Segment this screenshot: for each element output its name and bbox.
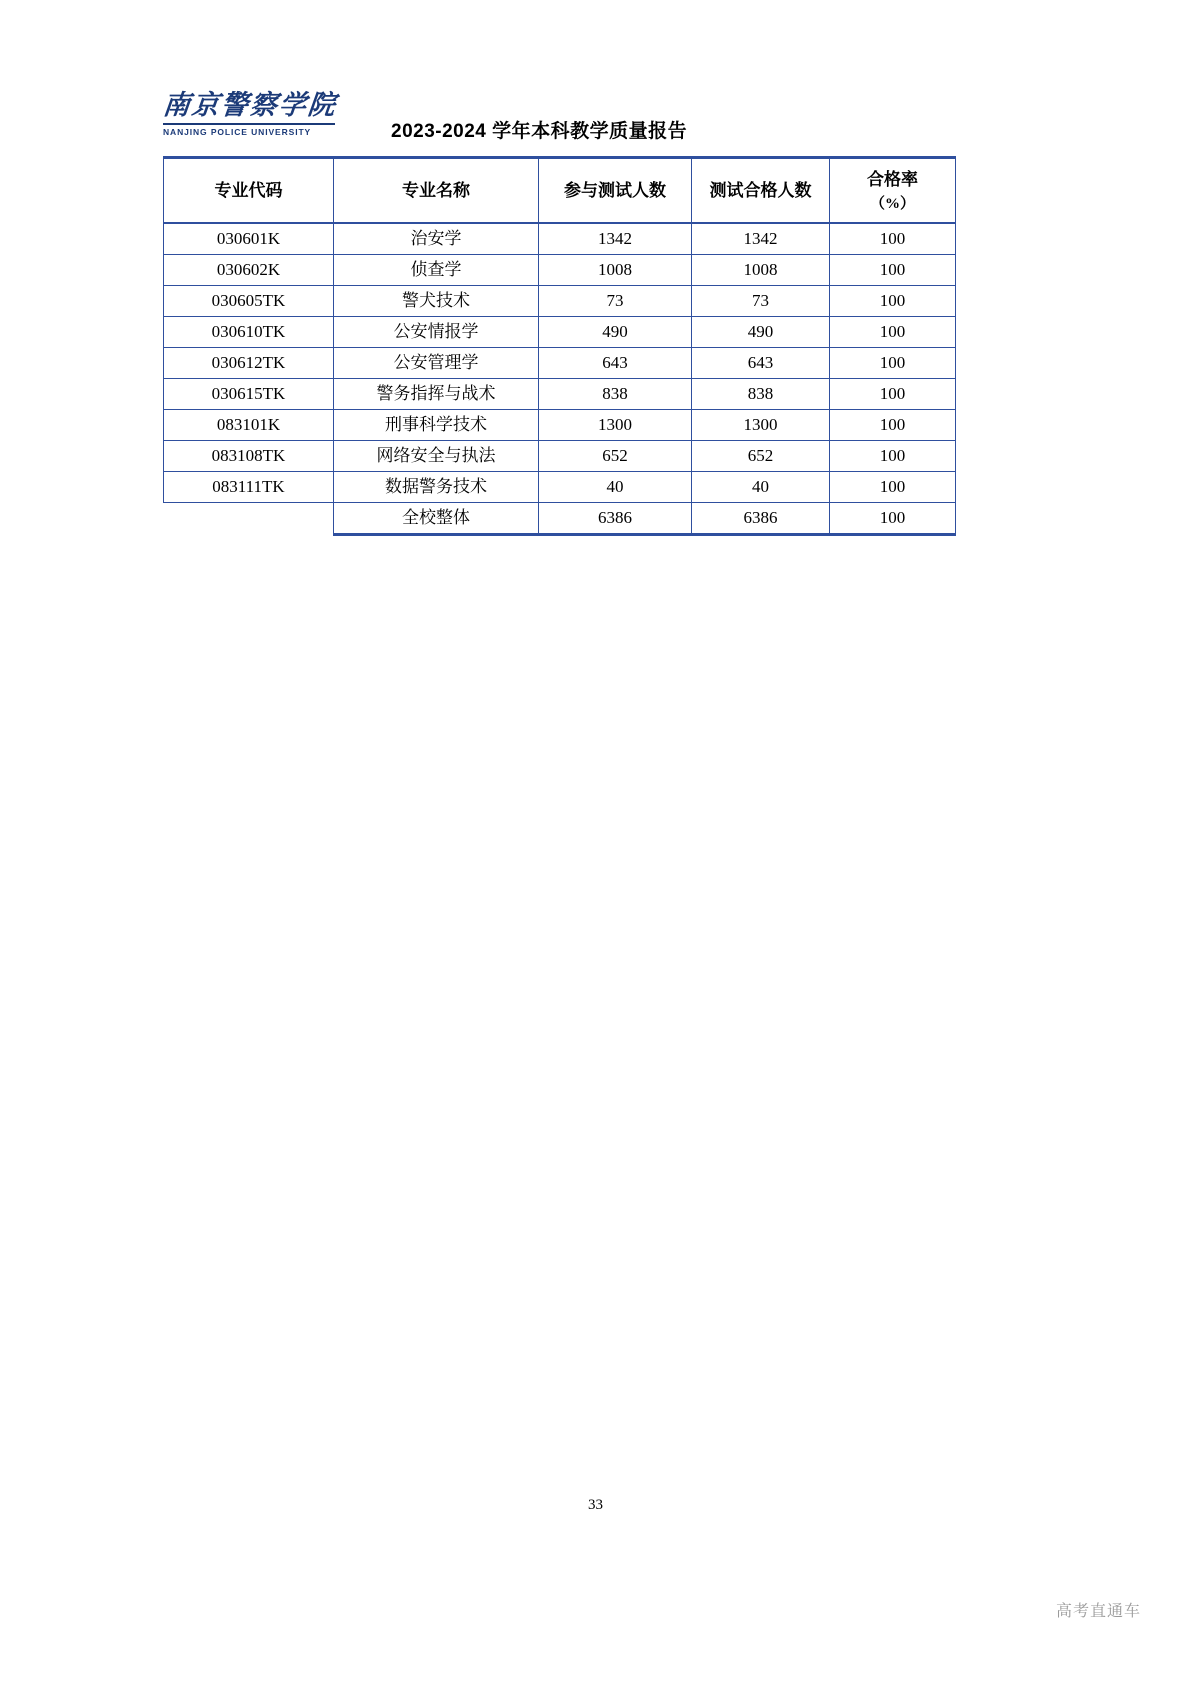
cell-rate: 100 <box>830 223 956 255</box>
cell-code: 083108TK <box>164 441 334 472</box>
cell-name: 侦查学 <box>334 255 539 286</box>
table-row <box>164 255 956 286</box>
cell-tested: 1342 <box>539 223 692 255</box>
table-row <box>164 317 956 348</box>
column-header-name: 专业名称 <box>334 158 539 224</box>
page-title: 2023-2024 学年本科教学质量报告 <box>391 121 688 142</box>
table-row-total <box>164 503 956 535</box>
cell-tested: 1300 <box>539 410 692 441</box>
cell-passed: 1008 <box>692 255 830 286</box>
cell-name: 网络安全与执法 <box>334 441 539 472</box>
cell-rate: 100 <box>830 410 956 441</box>
cell-rate: 100 <box>830 286 956 317</box>
cell-passed: 652 <box>692 441 830 472</box>
column-header-rate: 合格率 （%） <box>830 158 956 224</box>
logo-chinese-name: 南京警察学院 <box>161 90 339 120</box>
page-header <box>163 88 955 150</box>
cell-rate: 100 <box>830 441 956 472</box>
table-row <box>164 286 956 317</box>
table-body <box>164 223 956 535</box>
column-header-code: 专业代码 <box>164 158 334 224</box>
cell-name: 数据警务技术 <box>334 472 539 503</box>
cell-code: 030612TK <box>164 348 334 379</box>
page-number: 33 <box>588 1497 603 1513</box>
cell-passed: 643 <box>692 348 830 379</box>
table-row <box>164 223 956 255</box>
table-row <box>164 379 956 410</box>
cell-code: 030605TK <box>164 286 334 317</box>
cell-code <box>164 503 334 535</box>
cell-passed: 490 <box>692 317 830 348</box>
cell-code: 083111TK <box>164 472 334 503</box>
table-row <box>164 441 956 472</box>
cell-code: 030610TK <box>164 317 334 348</box>
column-header-passed: 测试合格人数 <box>692 158 830 224</box>
logo-english-name: NANJING POLICE UNIVERSITY <box>163 126 312 137</box>
cell-rate: 100 <box>830 379 956 410</box>
cell-code: 030602K <box>164 255 334 286</box>
university-logo <box>163 88 343 146</box>
cell-tested: 1008 <box>539 255 692 286</box>
cell-rate: 100 <box>830 503 956 535</box>
table-header-row <box>164 158 956 224</box>
cell-name: 公安管理学 <box>334 348 539 379</box>
cell-tested: 838 <box>539 379 692 410</box>
watermark: 高考直通车 <box>1055 1603 1141 1620</box>
cell-rate: 100 <box>830 348 956 379</box>
major-pass-rate-table <box>163 156 955 536</box>
cell-tested: 652 <box>539 441 692 472</box>
cell-tested: 6386 <box>539 503 692 535</box>
cell-rate: 100 <box>830 255 956 286</box>
cell-name: 刑事科学技术 <box>334 410 539 441</box>
cell-passed: 6386 <box>692 503 830 535</box>
cell-passed: 40 <box>692 472 830 503</box>
cell-passed: 73 <box>692 286 830 317</box>
cell-code: 030615TK <box>164 379 334 410</box>
cell-name: 公安情报学 <box>334 317 539 348</box>
table-row <box>164 472 956 503</box>
cell-tested: 643 <box>539 348 692 379</box>
cell-tested: 73 <box>539 286 692 317</box>
data-table <box>163 156 956 536</box>
cell-name: 治安学 <box>334 223 539 255</box>
cell-rate: 100 <box>830 317 956 348</box>
cell-tested: 490 <box>539 317 692 348</box>
cell-tested: 40 <box>539 472 692 503</box>
cell-passed: 1342 <box>692 223 830 255</box>
cell-passed: 1300 <box>692 410 830 441</box>
cell-code: 030601K <box>164 223 334 255</box>
cell-name: 警犬技术 <box>334 286 539 317</box>
table-row <box>164 348 956 379</box>
cell-name: 警务指挥与战术 <box>334 379 539 410</box>
cell-passed: 838 <box>692 379 830 410</box>
cell-rate: 100 <box>830 472 956 503</box>
table-row <box>164 410 956 441</box>
cell-name: 全校整体 <box>334 503 539 535</box>
logo-divider <box>163 123 335 125</box>
column-header-tested: 参与测试人数 <box>539 158 692 224</box>
cell-code: 083101K <box>164 410 334 441</box>
